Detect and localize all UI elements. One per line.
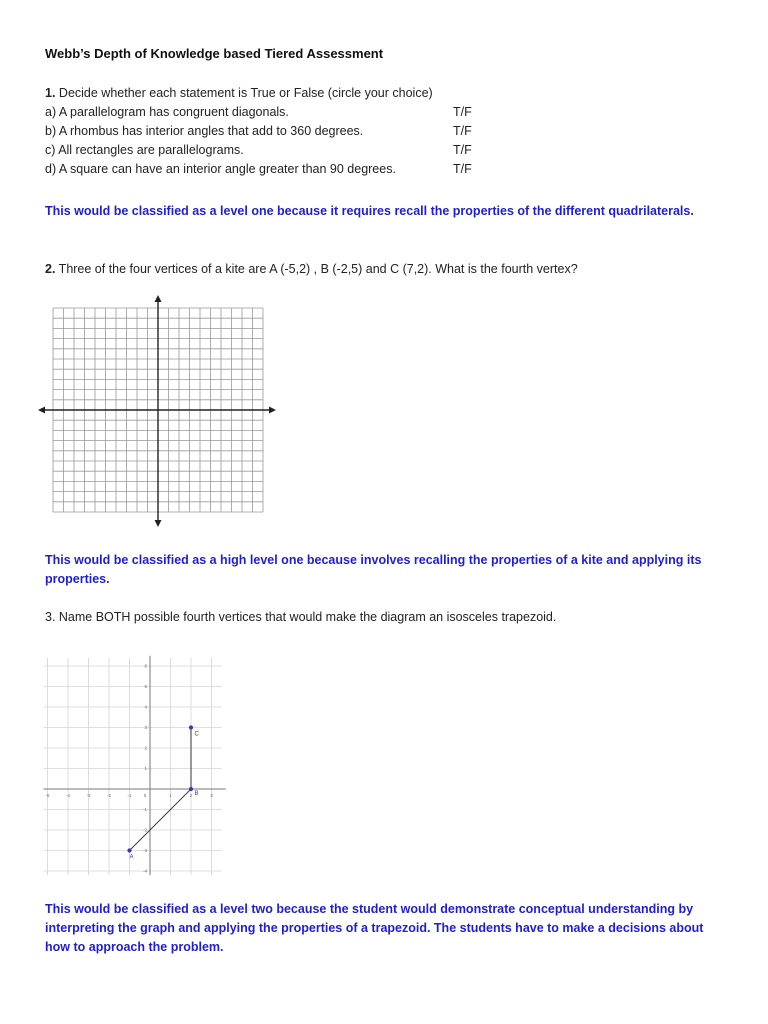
q1-item-text: c) All rectangles are parallelograms. — [45, 143, 244, 157]
y-tick-label: 4 — [144, 704, 147, 710]
q1-true-false-choice[interactable]: T/F — [453, 124, 472, 138]
q2-prompt — [45, 262, 578, 276]
y-tick-label: -1 — [142, 807, 147, 812]
q1-item-text: d) A square can have an interior angle greater than 90 degrees. — [45, 162, 396, 176]
point-label-c: C — [194, 731, 199, 738]
q2-classification: This would be classified as a high level one because involves recalling the properties of a kite and applying its properties. — [45, 553, 702, 586]
y-tick-label: -2 — [142, 827, 147, 833]
q1-item-d — [45, 162, 472, 176]
x-tick-label: -1 — [127, 793, 132, 798]
trapezoid-coordinate-graph — [45, 660, 227, 878]
y-tick-label: 2 — [144, 745, 147, 751]
q1-true-false-choice[interactable]: T/F — [453, 143, 472, 157]
point-a — [127, 848, 131, 852]
q1-classification: This would be classified as a level one because it requires recall the properties of the different quadrilaterals. — [45, 204, 694, 218]
y-tick-label: 1 — [144, 766, 147, 771]
point-label-b: B — [194, 791, 199, 797]
y-tick-label: -4 — [142, 868, 147, 874]
y-tick-label: -3 — [142, 848, 147, 853]
segment-ab — [130, 789, 192, 851]
q1-item-text: b) A rhombus has interior angles that add to 360 degrees. — [45, 124, 364, 138]
q1-number: 1. — [45, 86, 56, 100]
q1-item-b — [45, 124, 472, 138]
page-title: Webb’s Depth of Knowledge based Tiered Assessment — [45, 46, 384, 61]
q3-prompt: 3. Name BOTH possible fourth vertices that would make the diagram an isosceles trapezoid. — [45, 610, 557, 624]
q1-true-false-choice[interactable]: T/F — [453, 162, 472, 176]
q1-prompt-text: Decide whether each statement is True or False (circle your choice) — [55, 86, 433, 100]
q1-item-text: a) A parallelogram has congruent diagonals. — [45, 105, 289, 119]
y-tick-label: 5 — [144, 684, 147, 689]
x-tick-label: -3 — [86, 793, 91, 798]
x-tick-label: 3 — [210, 793, 213, 798]
arrow-up-icon — [155, 295, 162, 302]
point-b — [189, 787, 193, 791]
x-tick-label: -4 — [65, 793, 71, 798]
point-c — [189, 725, 193, 729]
q2-prompt-text: Three of the four vertices of a kite are A (-5,2) , B (-2,5) and C (7,2). What is the fourth vertex? — [55, 262, 578, 276]
blank-coordinate-grid — [36, 294, 278, 528]
y-tick-label: 3 — [144, 725, 147, 730]
q1-item-a — [45, 105, 472, 119]
arrow-down-icon — [155, 520, 162, 527]
q1-prompt — [45, 86, 433, 100]
x-tick-label: 2 — [189, 793, 193, 798]
x-tick-label: 1 — [169, 793, 172, 798]
arrow-right-icon — [269, 407, 276, 414]
q3-classification: This would be classified as a level two because the student would demonstrate conceptual understanding by interpreting the graph and applying the properties of a trapezoid. The students have to make a decisions about how to approach the problem. — [45, 902, 704, 954]
q1-item-c — [45, 143, 472, 157]
x-tick-label: -5 — [45, 793, 50, 798]
q1-true-false-choice[interactable]: T/F — [453, 105, 472, 119]
q2-number: 2. — [45, 262, 56, 276]
x-tick-label: -2 — [106, 793, 112, 798]
arrow-left-icon — [38, 407, 45, 414]
x-tick-label: 0 — [143, 793, 147, 798]
point-label-a: A — [129, 854, 134, 861]
y-tick-label: 6 — [144, 663, 147, 669]
